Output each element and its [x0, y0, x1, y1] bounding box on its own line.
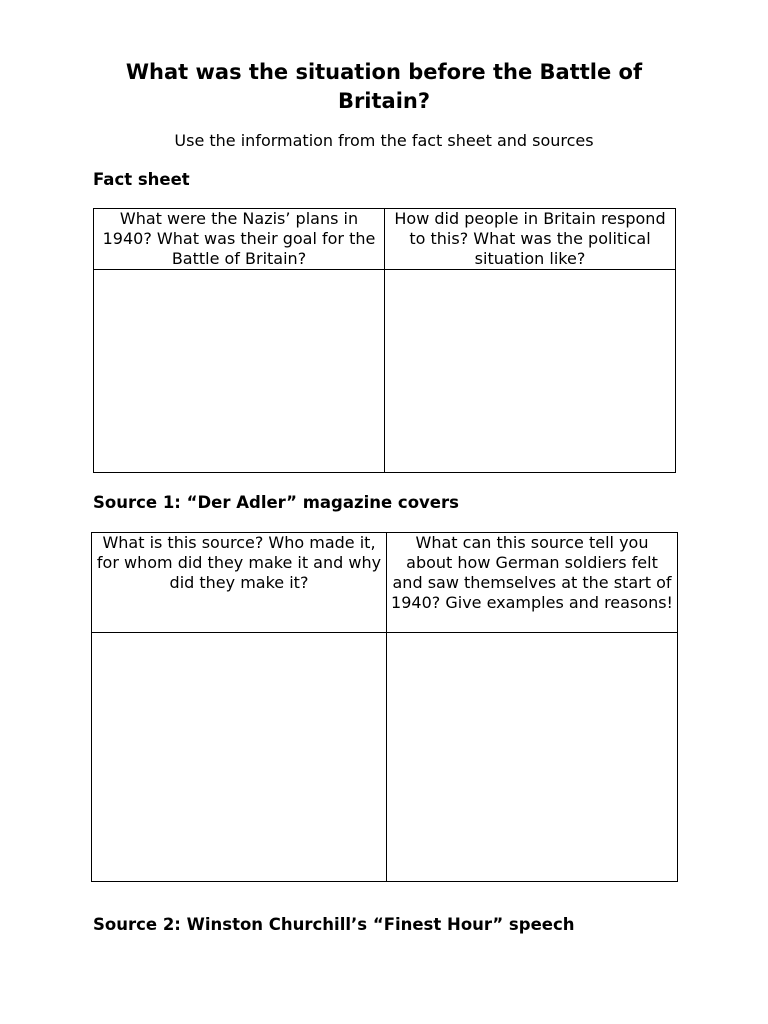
instruction-text: Use the information from the fact sheet and sources: [174, 131, 594, 150]
question-nazi-plans: What were the Nazis’ plans in 1940? What was their goal for the Battle of Britain?: [94, 209, 385, 270]
answer-cell-nazi-plans[interactable]: [94, 270, 385, 473]
worksheet-title: What was the situation before the Battle of Britain?: [125, 60, 643, 113]
fact-sheet-table: [93, 208, 676, 473]
question-source-origin: What is this source? Who made it, for whom did they make it and why did they make it?: [92, 533, 387, 633]
source-1-heading: Source 1: “Der Adler” magazine covers: [93, 493, 459, 512]
answer-cell-source-origin[interactable]: [92, 633, 387, 882]
answer-row: [94, 270, 676, 473]
answer-cell-britain-response[interactable]: [385, 270, 676, 473]
table-header-row: [92, 533, 678, 633]
answer-cell-german-soldiers[interactable]: [387, 633, 678, 882]
table-header-row: [94, 209, 676, 270]
question-britain-response: How did people in Britain respond to this? What was the political situation like?: [385, 209, 676, 270]
source-2-heading: Source 2: Winston Churchill’s “Finest Hour” speech: [93, 915, 575, 934]
answer-row: [92, 633, 678, 882]
fact-sheet-heading: Fact sheet: [93, 170, 190, 189]
source-1-table: [91, 532, 678, 882]
question-german-soldiers: What can this source tell you about how German soldiers felt and saw themselves at the start of 1940? Give examples and reasons!: [387, 533, 678, 633]
